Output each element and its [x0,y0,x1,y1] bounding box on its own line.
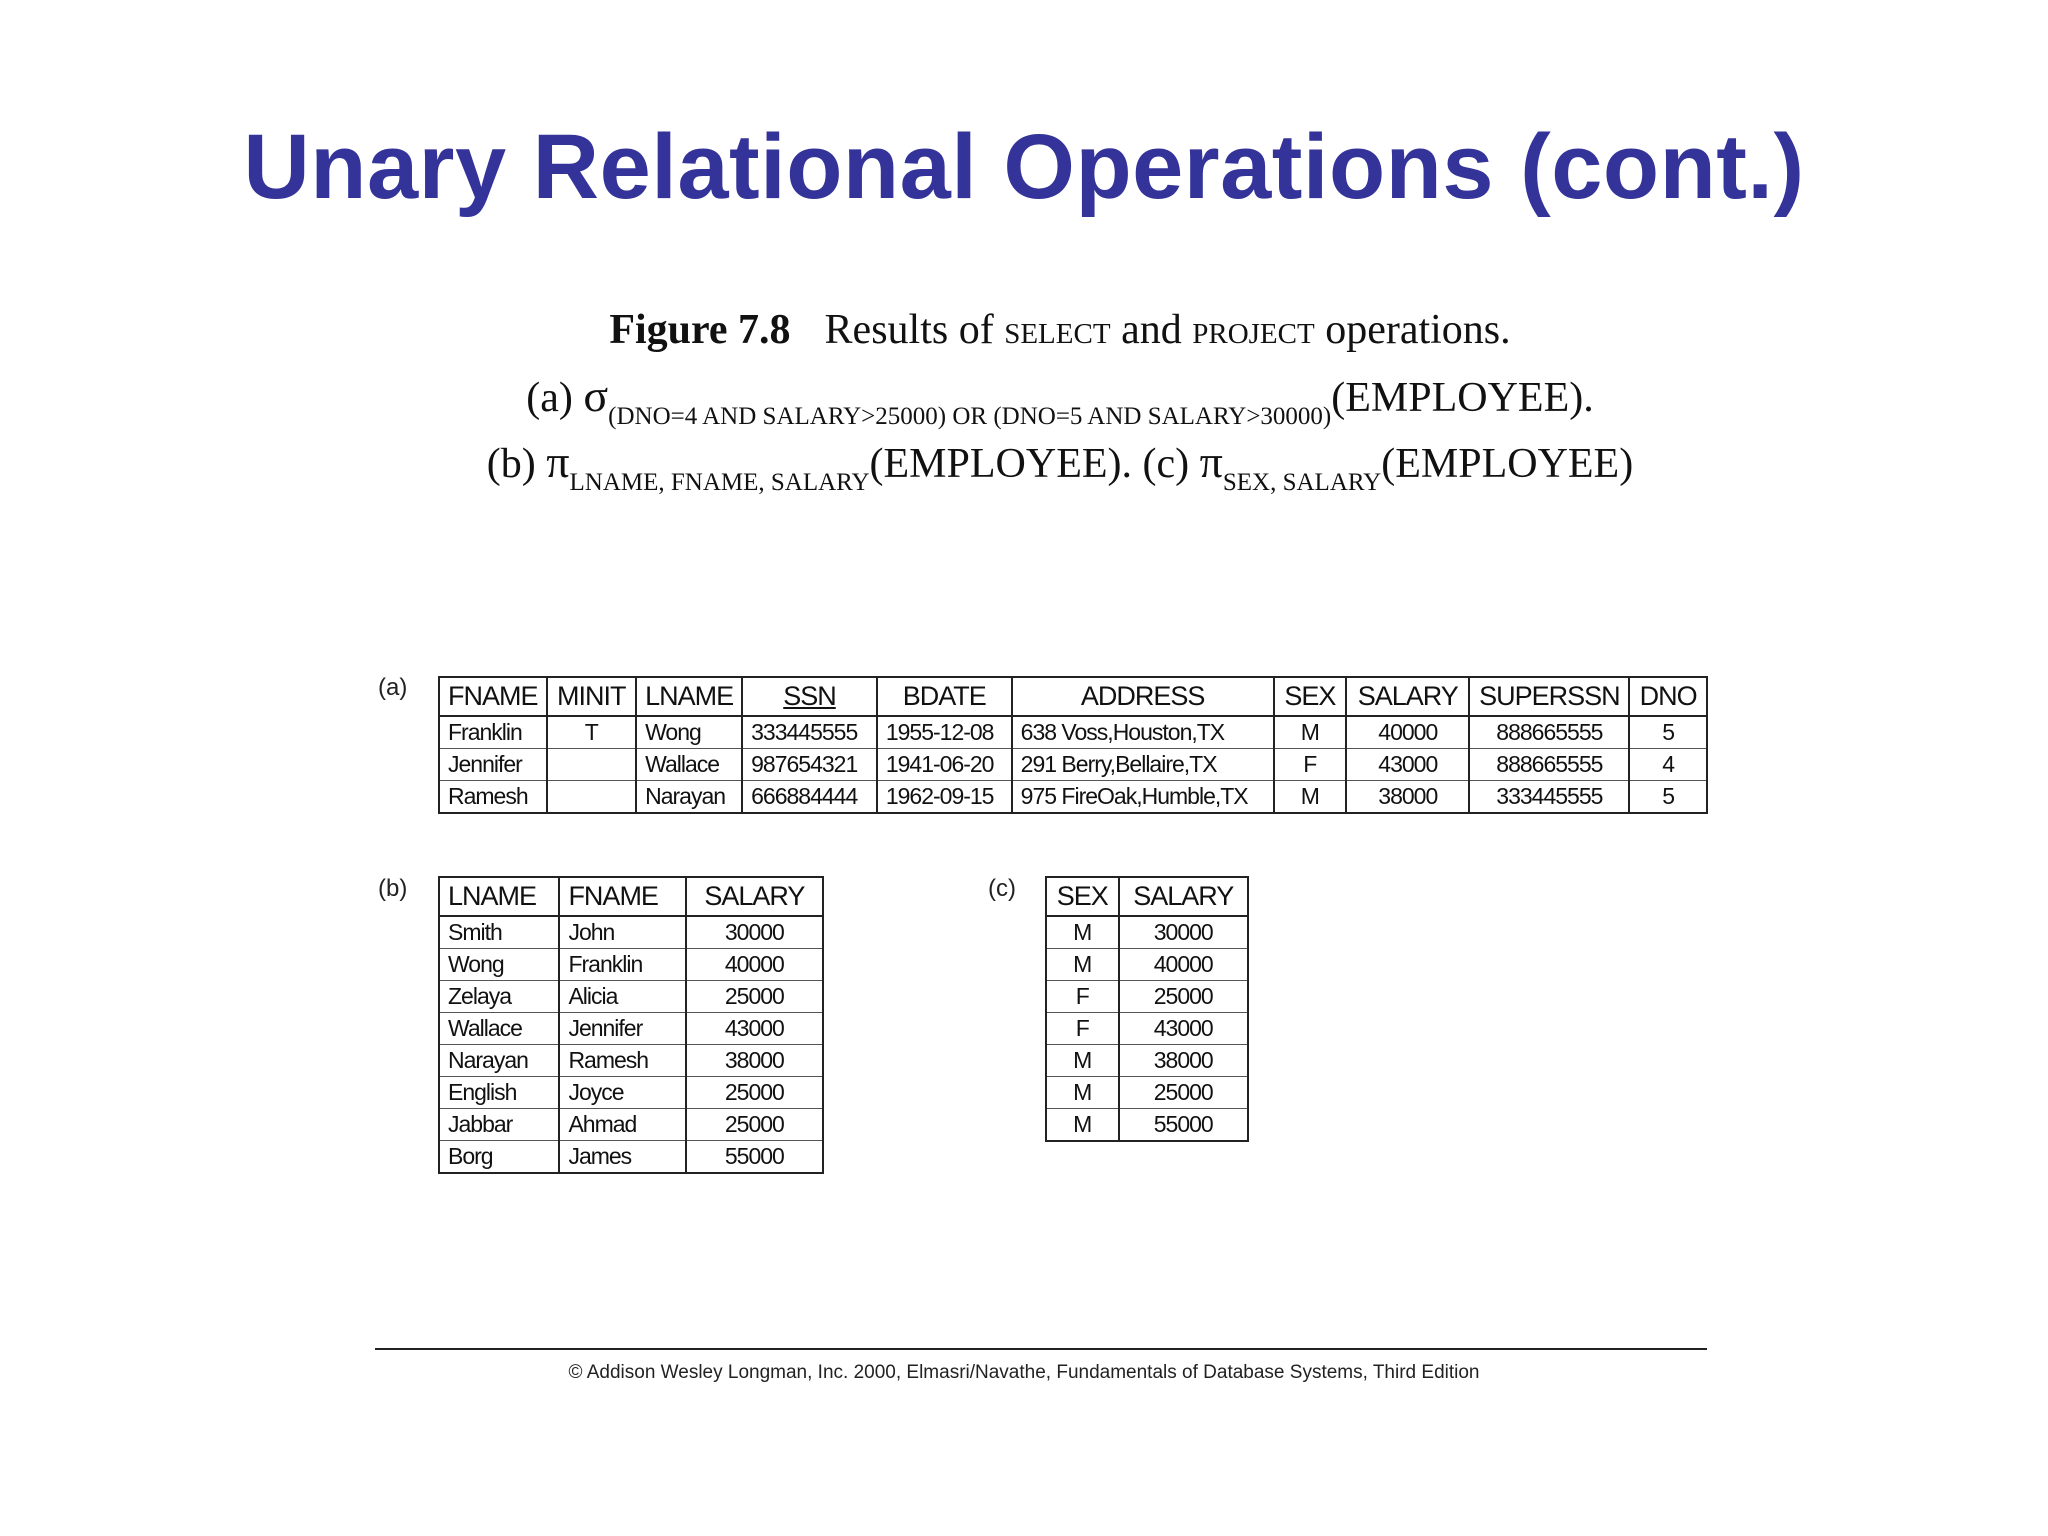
cell: Jennifer [559,1013,685,1045]
expr-b-prefix: (b) [486,441,547,487]
expr-c-arg: (EMPLOYEE) [1381,441,1634,487]
cell: Jennifer [439,749,547,781]
cell: 40000 [1346,716,1469,749]
cell: 5 [1629,781,1707,814]
cell: F [1046,1013,1119,1045]
caption-expression-a [300,368,1820,432]
cell: 1955-12-08 [877,716,1012,749]
label-a: (a) [378,674,408,701]
table-c [1045,876,1249,1142]
expr-b-arg: (EMPLOYEE). [869,441,1143,487]
expr-a-arg: (EMPLOYEE). [1331,375,1594,421]
table-row [439,1045,823,1077]
footer-divider [375,1348,1707,1350]
cell: Wallace [636,749,742,781]
col-header: ADDRESS [1012,677,1274,716]
col-header: BDATE [877,677,1012,716]
table-row [439,781,1707,814]
table-row [1046,1013,1248,1045]
caption-text-ops: operations. [1314,307,1511,353]
col-header: DNO [1629,677,1707,716]
cell: 333445555 [742,716,877,749]
caption-select: select [1004,307,1111,353]
table-row [1046,916,1248,949]
cell: 43000 [1119,1013,1248,1045]
cell: 25000 [1119,1077,1248,1109]
table-row [439,716,1707,749]
cell: 55000 [686,1141,823,1174]
table-c-header-row [1046,877,1248,916]
cell: M [1046,1045,1119,1077]
cell: 55000 [1119,1109,1248,1142]
cell: 333445555 [1469,781,1629,814]
cell: 25000 [1119,981,1248,1013]
cell: 666884444 [742,781,877,814]
slide-title: Unary Relational Operations (cont.) [243,116,1805,218]
col-header: SSN [742,677,877,716]
table-row [1046,1077,1248,1109]
cell: 888665555 [1469,716,1629,749]
cell: 43000 [1346,749,1469,781]
cell: Ramesh [439,781,547,814]
cell: M [1046,916,1119,949]
label-c: (c) [988,875,1016,902]
col-header: LNAME [439,877,559,916]
col-header: FNAME [559,877,685,916]
col-header: SALARY [1119,877,1248,916]
table-row [439,749,1707,781]
table-row [439,916,823,949]
cell: Franklin [559,949,685,981]
cell: Borg [439,1141,559,1174]
cell: 975 FireOak,Humble,TX [1012,781,1274,814]
cell: F [1274,749,1347,781]
cell: 1941-06-20 [877,749,1012,781]
cell: 25000 [686,1077,823,1109]
cell: 43000 [686,1013,823,1045]
cell: M [1274,716,1347,749]
cell: F [1046,981,1119,1013]
cell: 291 Berry,Bellaire,TX [1012,749,1274,781]
table-row [439,1077,823,1109]
cell: English [439,1077,559,1109]
cell: 638 Voss,Houston,TX [1012,716,1274,749]
expr-b-attrs: LNAME, FNAME, SALARY [569,469,870,496]
sigma-symbol: σ [583,370,609,421]
expr-a-condition: (DNO=4 AND SALARY>25000) OR (DNO=5 AND SALARY>30000) [608,403,1332,430]
label-b: (b) [378,875,408,902]
cell: 38000 [1119,1045,1248,1077]
cell [547,781,637,814]
pi-symbol-c: π [1199,436,1223,487]
table-a-header-row [439,677,1707,716]
col-header: SUPERSSN [1469,677,1629,716]
expr-c-prefix: (c) [1142,441,1200,487]
cell: 4 [1629,749,1707,781]
table-a [438,676,1708,814]
cell: 987654321 [742,749,877,781]
table-row [439,949,823,981]
cell: 25000 [686,981,823,1013]
table-row [439,1013,823,1045]
cell: Jabbar [439,1109,559,1141]
cell: M [1046,1077,1119,1109]
cell: Ahmad [559,1109,685,1141]
cell: 40000 [1119,949,1248,981]
caption-project: project [1192,307,1315,353]
cell: M [1046,1109,1119,1142]
cell [547,749,637,781]
caption-text: Results of [824,307,1005,353]
caption-text-and: and [1110,307,1193,353]
cell: Alicia [559,981,685,1013]
cell: Zelaya [439,981,559,1013]
cell: 888665555 [1469,749,1629,781]
figure-label: Figure 7.8 [609,307,791,353]
table-row [1046,1109,1248,1142]
table-b-header-row [439,877,823,916]
pi-symbol-b: π [546,436,570,487]
cell: Joyce [559,1077,685,1109]
cell: Narayan [636,781,742,814]
cell: Wong [439,949,559,981]
cell: Narayan [439,1045,559,1077]
cell: James [559,1141,685,1174]
cell: Ramesh [559,1045,685,1077]
table-row [1046,949,1248,981]
col-header: FNAME [439,677,547,716]
table-row [439,1109,823,1141]
caption-expression-bc [300,434,1820,498]
table-row [1046,1045,1248,1077]
cell: 40000 [686,949,823,981]
expr-c-attrs: SEX, SALARY [1222,469,1382,496]
cell: 38000 [1346,781,1469,814]
cell: Wong [636,716,742,749]
cell: 25000 [686,1109,823,1141]
copyright-footer: © Addison Wesley Longman, Inc. 2000, Elmasri/Navathe, Fundamentals of Database Systems, Third Edition [568,1362,1480,1383]
cell: Franklin [439,716,547,749]
cell: M [1046,949,1119,981]
cell: 30000 [1119,916,1248,949]
col-header: MINIT [547,677,637,716]
col-header: SEX [1274,677,1347,716]
figure-caption [300,302,1820,358]
cell: M [1274,781,1347,814]
cell: T [547,716,637,749]
table-row [439,981,823,1013]
col-header: SALARY [686,877,823,916]
col-header: SEX [1046,877,1119,916]
table-row [1046,981,1248,1013]
table-row [439,1141,823,1174]
cell: 1962-09-15 [877,781,1012,814]
expr-a-prefix: (a) [526,375,584,421]
col-header: LNAME [636,677,742,716]
cell: Wallace [439,1013,559,1045]
cell: John [559,916,685,949]
cell: 38000 [686,1045,823,1077]
col-header: SALARY [1346,677,1469,716]
cell: Smith [439,916,559,949]
cell: 30000 [686,916,823,949]
table-b [438,876,824,1174]
cell: 5 [1629,716,1707,749]
